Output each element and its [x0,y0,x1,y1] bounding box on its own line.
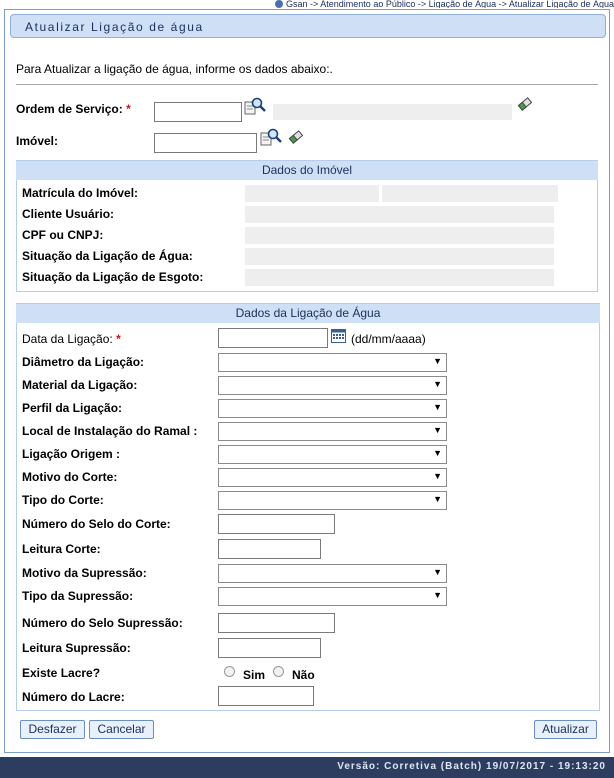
data-ligacao-label: Data da Ligação: * [22,332,121,346]
data-ligacao-input[interactable] [218,328,328,348]
search-icon[interactable] [244,97,266,115]
ligacao-origem-label: Ligação Origem : [22,447,121,461]
situacao-esgoto-label: Situação da Ligação de Esgoto: [22,270,204,284]
imovel-label: Imóvel: [16,134,59,148]
breadcrumb [0,0,614,8]
ligacao-origem-select[interactable] [218,445,447,464]
leitura-corte-input[interactable] [218,539,321,559]
situacao-agua-label: Situação da Ligação de Água: [22,249,193,263]
cliente-field [245,206,554,223]
leitura-supressao-input[interactable] [218,638,321,658]
numero-lacre-label: Número do Lacre: [22,690,125,704]
existe-lacre-label: Existe Lacre? [22,666,101,680]
matricula-field [245,185,379,202]
motivo-corte-label: Motivo do Corte: [22,470,118,484]
eraser-icon[interactable] [288,129,304,145]
matricula-secondary-field [382,185,558,202]
material-select[interactable] [218,376,447,395]
diametro-select[interactable] [218,353,447,372]
tipo-corte-select[interactable] [218,491,447,510]
selo-supressao-label: Número do Selo Supressão: [22,616,183,630]
lacre-sim-label: Sim [243,668,266,682]
imovel-input[interactable] [154,133,257,153]
cliente-label: Cliente Usuário: [22,207,115,221]
tipo-corte-label: Tipo do Corte: [22,493,104,507]
cpf-field [245,227,554,244]
lacre-nao-label: Não [292,668,315,682]
matricula-label: Matrícula do Imóvel: [22,186,139,200]
atualizar-button[interactable]: Atualizar [534,720,597,739]
selo-supressao-input[interactable] [218,613,335,633]
dados-ligacao-header: Dados da Ligação de Água [16,304,600,323]
page-title-bar [10,14,606,38]
lacre-sim-radio[interactable] [224,666,235,677]
dados-imovel-header: Dados do Imóvel [16,161,598,180]
ordem-servico-description [273,104,512,120]
version-text: Versão: Corretiva (Batch) 19/07/2017 - 19:13:20 [337,761,606,772]
page-title: Atualizar Ligação de água [25,20,204,34]
footer-bar [0,757,614,778]
ordem-servico-label: Ordem de Serviço: * [16,102,131,116]
situacao-esgoto-field [245,269,554,286]
ordem-servico-input[interactable] [154,102,242,122]
perfil-select[interactable] [218,399,447,418]
leitura-supressao-label: Leitura Supressão: [22,641,131,655]
date-format-hint: (dd/mm/aaaa) [351,332,426,346]
eraser-icon[interactable] [517,96,533,112]
breadcrumb-text: Gsan -> Atendimento ao Público -> Ligação de Água -> Atualizar Ligação de Água [286,0,614,8]
cpf-label: CPF ou CNPJ: [22,228,104,242]
material-label: Material da Ligação: [22,378,138,392]
intro-text: Para Atualizar a ligação de água, informe os dados abaixo:. [16,62,333,76]
selo-corte-input[interactable] [218,514,335,534]
numero-lacre-input[interactable] [218,686,314,706]
required-mark: * [116,332,121,346]
diametro-label: Diâmetro da Ligação: [22,355,145,369]
local-instalacao-select[interactable] [218,422,447,441]
local-instalacao-label: Local de Instalação do Ramal : [22,424,198,438]
tipo-supressao-label: Tipo da Supressão: [22,589,134,603]
globe-icon [275,0,283,8]
desfazer-button[interactable]: Desfazer [20,720,85,739]
tipo-supressao-select[interactable] [218,587,447,606]
selo-corte-label: Número do Selo do Corte: [22,517,171,531]
divider [16,84,598,85]
situacao-agua-field [245,248,554,265]
motivo-supressao-select[interactable] [218,564,447,583]
motivo-supressao-label: Motivo da Supressão: [22,566,147,580]
lacre-nao-radio[interactable] [273,666,284,677]
cancelar-button[interactable]: Cancelar [89,720,154,739]
motivo-corte-select[interactable] [218,468,447,487]
perfil-label: Perfil da Ligação: [22,401,123,415]
leitura-corte-label: Leitura Corte: [22,542,101,556]
search-icon[interactable] [260,128,282,146]
calendar-icon[interactable] [331,329,346,343]
required-mark: * [126,102,131,116]
